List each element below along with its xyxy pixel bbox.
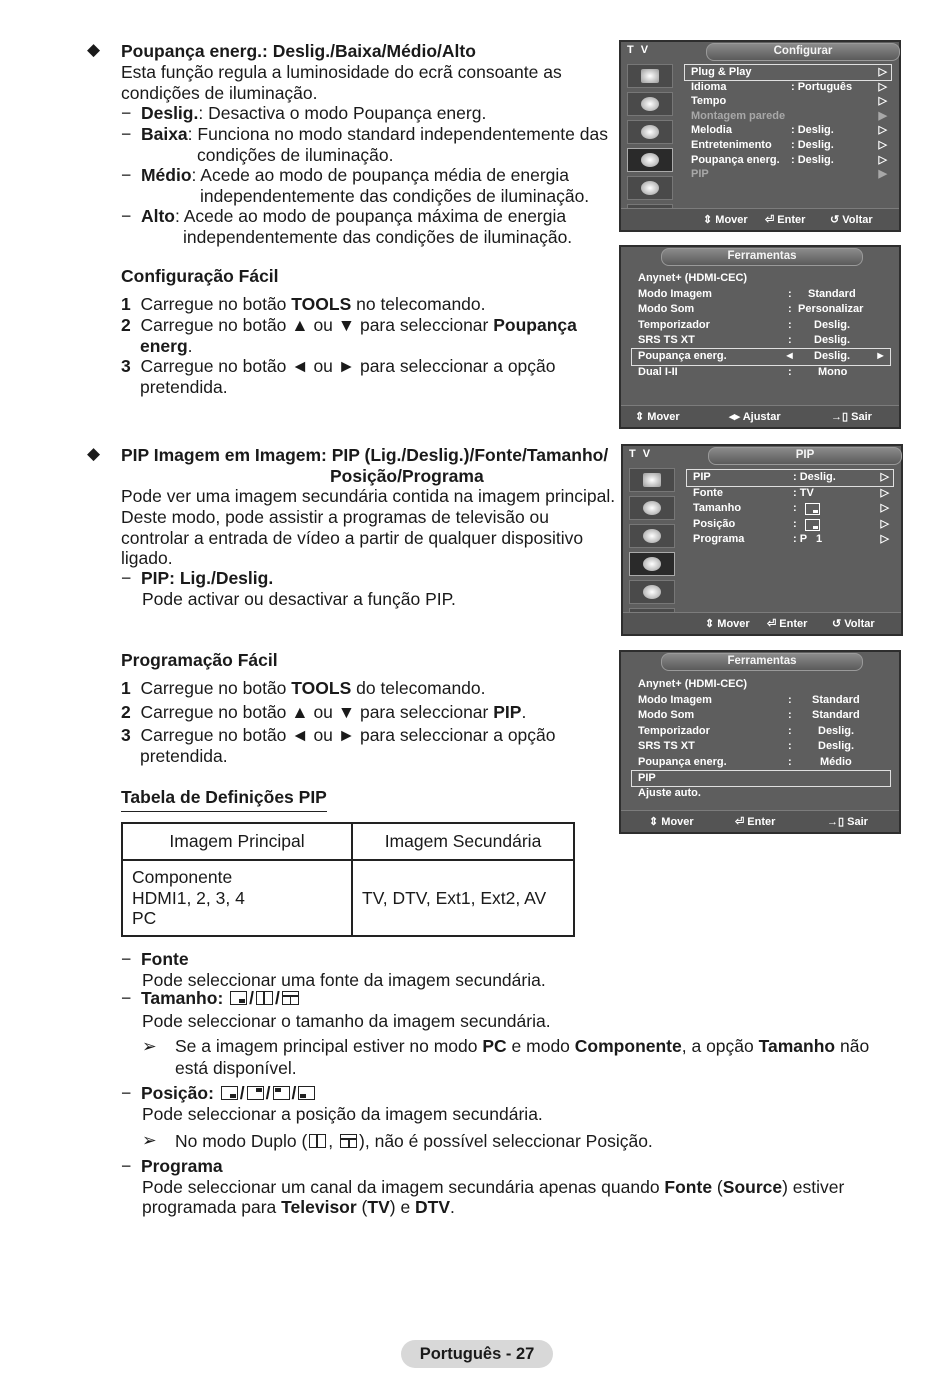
input-icon[interactable]	[627, 176, 673, 200]
tools-item-pip[interactable]: PIP	[632, 771, 890, 787]
paragraph-line: controlar a entrada de vídeo a partir de qualquer dispositivo	[121, 528, 584, 548]
menu-title: Configurar	[706, 43, 900, 61]
note-arrow-icon: ➢	[142, 1130, 157, 1150]
sound-icon[interactable]	[629, 496, 675, 520]
pip-table-title: Tabela de Definições PIP	[121, 787, 327, 812]
channel-icon[interactable]	[629, 524, 675, 548]
menu-footer	[623, 612, 901, 634]
menu-title: Ferramentas	[661, 248, 863, 266]
menu-list	[687, 470, 893, 548]
paragraph-line: Esta função regula a luminosidade do ecrã consoante as	[121, 62, 562, 82]
pip-item-position[interactable]: Posição : ▷	[693, 517, 889, 530]
size-double-wide-icon	[282, 991, 299, 1005]
menu-footer	[621, 810, 899, 832]
step-3: 3 Carregue no botão ◄ ou ► para seleccionar a opção	[121, 725, 556, 745]
bullet-diamond-icon: ◆	[87, 40, 101, 59]
table-header: Imagem Principal	[122, 823, 352, 860]
return-hint: ↺ Voltar	[832, 618, 875, 630]
option-item-baixa-cont: condições de iluminação.	[197, 145, 394, 165]
move-hint: ⇕ Mover	[649, 816, 694, 828]
enter-hint: ⏎ Enter	[765, 214, 806, 226]
note-size-unavailable-cont: está disponível.	[175, 1058, 297, 1078]
enter-hint: ⏎ Enter	[735, 816, 776, 828]
tools-item-dual[interactable]: Dual I-II : Mono	[638, 365, 848, 378]
menu-item-wall-mount: Montagem parede ▶	[691, 109, 887, 122]
menu-item-melody[interactable]: Melodia : Deslig. ▷	[691, 124, 887, 137]
step-1: 1 Carregue no botão TOOLS no telecomando.	[121, 294, 486, 314]
pip-item-source[interactable]: Fonte : TV ▷	[693, 486, 889, 499]
tools-item-energy-saving[interactable]: Poupança energ. ◄ Deslig. ►	[632, 349, 890, 365]
position-top-right-icon	[247, 1086, 264, 1100]
paragraph-line: ligado.	[121, 548, 173, 568]
table-header: Imagem Secundária	[352, 823, 574, 860]
pip-item-size[interactable]: Tamanho : ▷	[693, 502, 889, 515]
menu-footer	[621, 208, 899, 230]
menu-title: Ferramentas	[661, 653, 863, 671]
easy-setup-title: Configuração Fácil	[121, 266, 279, 286]
menu-footer	[621, 405, 899, 427]
paragraph-line: Deste modo, pode assistir a programas de televisão ou	[121, 507, 550, 527]
tools-item-auto-adjust[interactable]: Ajuste auto.	[638, 787, 701, 800]
tv-label: T V	[629, 448, 653, 460]
step-3-cont: pretendida.	[140, 377, 228, 397]
picture-icon[interactable]	[629, 468, 675, 492]
tv-menu-setup	[619, 40, 901, 232]
note-dual-mode: No modo Duplo ( , ), não é possível seleccionar Posição.	[175, 1131, 653, 1151]
programa-text-cont: programada para Televisor (TV) e DTV.	[142, 1197, 455, 1217]
option-item-baixa: − Baixa: Funciona no modo standard independentemente das	[121, 124, 608, 144]
setup-gear-icon[interactable]	[627, 148, 673, 172]
setup-gear-icon[interactable]	[629, 552, 675, 576]
step-2-cont: energ.	[140, 336, 193, 356]
tools-item-srs[interactable]: SRS TS XT : Deslig.	[638, 740, 855, 753]
position-bottom-right-icon	[221, 1086, 238, 1100]
easy-programming-title: Programação Fácil	[121, 650, 278, 670]
tools-item-energy-saving[interactable]: Poupança energ. : Médio	[638, 755, 852, 768]
exit-hint: →▯ Sair	[827, 816, 868, 828]
move-hint: ⇕ Mover	[705, 618, 750, 630]
fonte-text: Pode seleccionar uma fonte da imagem secundária.	[142, 970, 546, 990]
tools-item-anynet[interactable]: Anynet+ (HDMI-CEC)	[638, 272, 748, 284]
fonte-label: − Fonte	[121, 949, 189, 969]
tools-item-picture-mode[interactable]: Modo Imagem : Standard	[638, 693, 860, 706]
step-2: 2 Carregue no botão ▲ ou ▼ para seleccionar PIP.	[121, 702, 527, 722]
channel-icon[interactable]	[627, 120, 673, 144]
paragraph-line: Pode ver uma imagem secundária contida na imagem principal.	[121, 486, 616, 506]
step-3: 3 Carregue no botão ◄ ou ► para seleccionar a opção	[121, 356, 556, 376]
pip-on-off-label: − PIP: Lig./Deslig.	[121, 568, 274, 588]
move-hint: ⇕ Mover	[635, 411, 680, 423]
menu-item-time[interactable]: Tempo ▷	[691, 95, 887, 108]
page-number-footer: Português - 27	[401, 1340, 553, 1368]
position-top-left-icon	[273, 1086, 290, 1100]
section-heading-power-saving: Poupança energ.: Deslig./Baixa/Médio/Alto	[121, 41, 476, 61]
option-item-medio-cont: independentemente das condições de iluminação.	[200, 186, 590, 206]
menu-title: PIP	[708, 447, 902, 465]
exit-hint: →▯ Sair	[831, 411, 872, 423]
size-small-icon	[805, 503, 820, 515]
tamanho-text: Pode seleccionar o tamanho da imagem secundária.	[142, 1011, 551, 1031]
tools-item-sleep-timer[interactable]: Temporizador : Deslig.	[638, 724, 855, 737]
option-item-medio: − Médio: Acede ao modo de poupança média de energia	[121, 165, 570, 185]
menu-list	[632, 677, 890, 802]
paragraph-line: condições de iluminação.	[121, 83, 318, 103]
posicao-text: Pode seleccionar a posição da imagem secundária.	[142, 1104, 543, 1124]
note-arrow-icon: ➢	[142, 1036, 157, 1056]
enter-hint: ⏎ Enter	[767, 618, 808, 630]
posicao-label: − Posição: / / /	[121, 1083, 317, 1104]
size-double-icon	[256, 991, 273, 1005]
programa-label: − Programa	[121, 1156, 223, 1176]
option-item-deslig: − Deslig.: Desactiva o modo Poupança energ.	[121, 103, 487, 123]
option-item-alto: − Alto: Acede ao modo de poupança máxima de energia	[121, 206, 567, 226]
input-icon[interactable]	[629, 580, 675, 604]
tools-menu-pip	[619, 650, 901, 834]
menu-item-language[interactable]: Idioma : Português ▷	[691, 80, 887, 93]
pip-settings-table	[121, 822, 575, 937]
menu-item-plug-play[interactable]: Plug & Play ▷	[685, 65, 891, 80]
note-size-unavailable: Se a imagem principal estiver no modo PC e modo Componente, a opção Tamanho não	[175, 1036, 870, 1056]
tools-item-sound-mode[interactable]: Modo Som : Standard	[638, 709, 860, 722]
tv-label: T V	[627, 44, 651, 56]
table-cell-main: Componente HDMI1, 2, 3, 4 PC	[122, 860, 352, 936]
pip-item-program[interactable]: Programa : P 1 ▷	[693, 533, 889, 546]
tools-item-anynet[interactable]: Anynet+ (HDMI-CEC)	[638, 678, 748, 690]
position-bottom-right-icon	[805, 519, 820, 531]
option-item-alto-cont: independentemente das condições de iluminação.	[183, 227, 573, 247]
tv-menu-pip	[621, 444, 903, 636]
menu-list	[632, 271, 890, 380]
left-arrow-icon: ◄	[784, 349, 795, 362]
size-small-icon	[230, 991, 247, 1005]
menu-icon-column	[629, 468, 679, 636]
step-3-cont: pretendida.	[140, 746, 228, 766]
tamanho-label: − Tamanho: / /	[121, 988, 301, 1009]
sound-icon[interactable]	[627, 92, 673, 116]
right-arrow-icon: ►	[875, 349, 886, 362]
section-heading-pip-cont: Posição/Programa	[330, 466, 484, 486]
table-cell-sub: TV, DTV, Ext1, Ext2, AV	[352, 860, 574, 936]
pip-item-pip[interactable]: PIP : Deslig. ▷	[687, 470, 893, 486]
menu-list	[685, 65, 891, 182]
menu-icon-column	[627, 64, 677, 232]
picture-icon[interactable]	[627, 64, 673, 88]
menu-item-energy-saving[interactable]: Poupança energ. : Deslig. ▷	[691, 153, 887, 166]
programa-text: Pode seleccionar um canal da imagem secundária apenas quando Fonte (Source) estiver	[142, 1177, 845, 1197]
section-heading-pip: PIP Imagem em Imagem: PIP (Lig./Deslig.)/Fonte/Tamanho/	[121, 445, 609, 465]
position-bottom-left-icon	[298, 1086, 315, 1100]
menu-item-entertainment[interactable]: Entretenimento : Deslig. ▷	[691, 138, 887, 151]
size-double-wide-icon	[340, 1134, 357, 1148]
tools-item-picture-mode[interactable]: Modo Imagem : Standard	[638, 287, 856, 300]
adjust-hint: ◂▸ Ajustar	[729, 411, 781, 423]
tools-item-srs[interactable]: SRS TS XT : Deslig.	[638, 334, 851, 347]
return-hint: ↺ Voltar	[830, 214, 873, 226]
menu-item-pip: PIP ▶	[691, 168, 887, 181]
tools-item-sound-mode[interactable]: Modo Som : Personalizar	[638, 303, 864, 316]
move-hint: ⇕ Mover	[703, 214, 748, 226]
pip-on-off-text: Pode activar ou desactivar a função PIP.	[142, 589, 456, 609]
step-2: 2 Carregue no botão ▲ ou ▼ para seleccionar Poupança	[121, 315, 577, 335]
size-double-icon	[309, 1134, 326, 1148]
step-1: 1 Carregue no botão TOOLS do telecomando.	[121, 678, 486, 698]
tools-menu-energy	[619, 245, 901, 429]
tools-item-sleep-timer[interactable]: Temporizador : Deslig.	[638, 318, 851, 331]
bullet-diamond-icon: ◆	[87, 444, 101, 463]
